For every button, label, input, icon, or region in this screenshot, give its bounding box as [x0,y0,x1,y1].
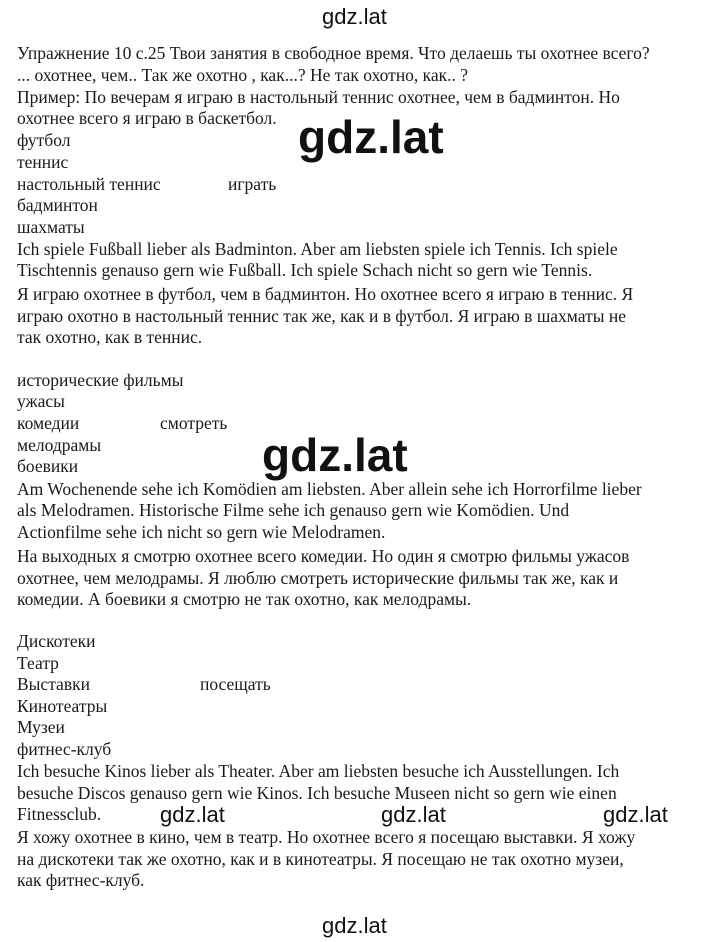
list-item: Выставки [17,674,90,694]
russian-text: на дискотеки так же охотно, как и в кинотеатры. Я посещаю не так охотно музеи, [17,849,624,869]
watermark-large-1: gdz.lat [298,111,444,163]
watermark-small-2: gdz.lat [381,802,446,827]
example-line-1: Пример: По вечерам я играю в настольный теннис охотнее, чем в бадминтон. Но [17,87,620,107]
german-text: Actionfilme sehe ich nicht so gern wie Melodramen. [17,522,386,542]
watermark-bottom: gdz.lat [322,913,387,938]
russian-text: охотнее, чем мелодрамы. Я люблю смотреть исторические фильмы так же, как и [17,568,619,588]
german-text: besuche Discos genauso gern wie Kinos. Ich besuche Museen nicht so gern wie einen [17,783,617,803]
watermark-small-1: gdz.lat [160,802,225,827]
watermark-top: gdz.lat [322,4,387,29]
german-text: als Melodramen. Historische Filme sehe ich genauso gern wie Komödien. Und [17,500,570,520]
russian-text: играю охотно в настольный теннис так же, как и в футбол. Я играю в шахматы не [17,306,626,326]
russian-text: комедии. А боевики я смотрю не так охотно, как мелодрамы. [17,589,472,609]
verb-label: играть [228,174,277,194]
russian-text: как фитнес-клуб. [17,870,145,890]
german-text: Fitnessclub. [17,804,102,824]
verb-label: посещать [200,674,271,694]
russian-text: На выходных я смотрю охотнее всего комедии. Но один я смотрю фильмы ужасов [17,546,630,566]
list-item: настольный теннис [17,174,161,194]
list-item: фитнес-клуб [17,739,112,759]
watermark-small-3: gdz.lat [603,802,668,827]
german-text: Ich spiele Fußball lieber als Badminton. Aber am liebsten spiele ich Tennis. Ich spiele [17,239,618,259]
example-line-2: охотнее всего я играю в баскетбол. [17,108,277,128]
list-item: футбол [17,130,71,150]
list-item: ужасы [17,391,65,411]
list-item: Музеи [17,717,65,737]
russian-text: Я хожу охотнее в кино, чем в театр. Но охотнее всего я посещаю выставки. Я хожу [17,827,636,847]
exercise-prompt: ... охотнее, чем.. Так же охотно , как...? Не так охотно, как.. ? [17,65,469,85]
list-item: Дискотеки [17,631,96,651]
list-item: шахматы [17,217,85,237]
list-item: исторические фильмы [17,370,184,390]
list-item: Кинотеатры [17,696,108,716]
list-item: бадминтон [17,195,98,215]
german-text: Am Wochenende sehe ich Komödien am liebsten. Aber allein sehe ich Horrorfilme lieber [17,479,642,499]
list-item: комедии [17,413,80,433]
list-item: Театр [17,653,59,673]
russian-text: Я играю охотнее в футбол, чем в бадминтон. Но охотнее всего я играю в теннис. Я [17,284,634,304]
german-text: Tischtennis genauso gern wie Fußball. Ich spiele Schach nicht so gern wie Tennis. [17,260,593,280]
german-text: Ich besuche Kinos lieber als Theater. Aber am liebsten besuche ich Ausstellungen. Ich [17,761,620,781]
verb-label: смотреть [160,413,228,433]
exercise-title: Упражнение 10 с.25 Твои занятия в свободное время. Что делаешь ты охотнее всего? [17,43,650,63]
list-item: мелодрамы [17,435,102,455]
russian-text: так охотно, как в теннис. [17,327,203,347]
list-item: теннис [17,152,69,172]
watermark-large-2: gdz.lat [262,429,408,481]
list-item: боевики [17,456,79,476]
